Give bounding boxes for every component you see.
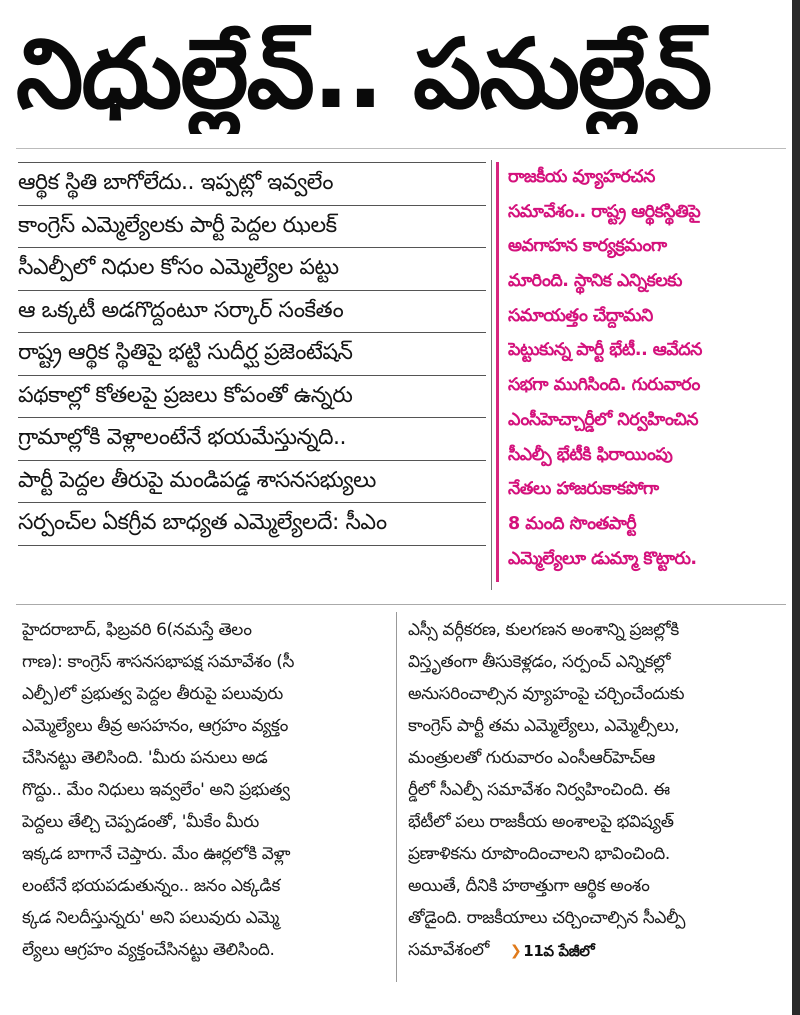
article-line: గొద్దు.. మేం నిధులు ఇవ్వలేం' అని ప్రభుత్వ [22, 780, 290, 800]
sidebox-line: సభగా ముగిసింది. గురువారం [508, 375, 700, 396]
sidebox-line: నేతలు హాజరుకాకపోగా [508, 479, 659, 500]
chevron-right-icon: ❯ [509, 943, 522, 959]
article-line: తోడైంది. రాజకీయాలు చర్చించాల్సిన సీఎల్పీ [408, 908, 686, 928]
continued-link[interactable] [510, 935, 594, 966]
article-line: హైదరాబాద్, ఫిబ్రవరి 6(నమస్తే తెలం [22, 620, 252, 640]
article-line: భేటీలో పలు రాజకీయ అంశాలపై భవిష్యత్ [408, 812, 674, 832]
article-line: ఇక్కడ బాగానే చెప్తారు. మేం ఊర్లలోకి వెళ్లా [22, 844, 291, 864]
article-line: ఎస్సీ వర్గీకరణ, కులగణన అంశాన్ని ప్రజల్లోకి [408, 620, 679, 640]
sidebox-accent-bar [496, 162, 499, 582]
article-line: ర్డీలో సీఎల్పీ సమావేశం నిర్వహించింది. ఈ [408, 780, 670, 800]
article-line: లంటేనే భయపడుతున్నం.. జనం ఎక్కడిక [22, 876, 280, 896]
key-point: రాష్ట్ర ఆర్థిక స్థితిపై భట్టి సుదీర్ఘ ప్రజెంటేషన్ [18, 333, 486, 376]
sidebox [508, 160, 788, 576]
article-line: ల్యేలు ఆగ్రహం వ్యక్తంచేసినట్టు తెలిసింది. [22, 940, 275, 960]
column-divider [491, 160, 492, 590]
sidebox-line: అవగాహన కార్యక్రమంగా [508, 236, 667, 257]
sidebox-line: సమాయత్తం చేద్దామని [508, 305, 653, 326]
article-column-right [408, 614, 778, 966]
key-point: కాంగ్రెస్ ఎమ్మెల్యేలకు పార్టీ పెద్దల ఝలక్ [18, 206, 486, 249]
key-point: ఆ ఒక్కటీ అడగొద్దంటూ సర్కార్ సంకేతం [18, 291, 486, 334]
key-points-list [18, 162, 486, 546]
key-point: గ్రామాల్లోకి వెళ్లాలంటేనే భయమేస్తున్నది.. [18, 418, 486, 461]
article-line: పెద్దలు తేల్చి చెప్పడంతో, 'మీకేం మీరు [22, 812, 259, 832]
headline-rule [16, 148, 786, 149]
article-last-line [408, 934, 778, 966]
sidebox-line: మారింది. స్థానిక ఎన్నికలకు [508, 271, 682, 292]
sidebox-line: రాజకీయ వ్యూహరచన [508, 167, 655, 187]
article-line: కాంగ్రెస్ పార్టీ తమ ఎమ్మెల్యేలు, ఎమ్మెల్సీలు, [408, 716, 680, 736]
key-point: సీఎల్పీలో నిధుల కోసం ఎమ్మెల్యేల పట్టు [18, 248, 486, 291]
continued-label: 11వ పేజీలో [523, 942, 595, 960]
key-point: ఆర్థిక స్థితి బాగోలేదు.. ఇప్పట్లో ఇవ్వలేం [18, 162, 486, 206]
key-point: పార్టీ పెద్దల తీరుపై మండిపడ్డ శాసనసభ్యులు [18, 461, 486, 504]
key-point: పథకాల్లో కోతలపై ప్రజలు కోపంతో ఉన్నరు [18, 376, 486, 419]
sidebox-line: ఎమ్మెల్యేలూ డుమ్మా కొట్టారు. [508, 548, 697, 569]
article-line: క్కడ నిలదీస్తున్నరు' అని పలువురు ఎమ్మె [22, 908, 279, 928]
article-line: అనుసరించాల్సిన వ్యూహంపై చర్చించేందుకు [408, 684, 685, 704]
sidebox-line: సమావేశం.. రాష్ట్ర ఆర్థికస్థితిపై [508, 201, 701, 222]
article-line: ఎమ్మెల్యేలు తీవ్ర అసహనం, ఆగ్రహం వ్యక్తం [22, 716, 289, 736]
article-line: చేసినట్టు తెలిసింది. 'మీరు పనులు అడ [22, 748, 268, 768]
article-line-text: సమావేశంలో [408, 940, 489, 960]
sidebox-line: 8 మంది సొంతపార్టీ [508, 513, 637, 534]
key-point: సర్పంచ్‌ల ఏకగ్రీవ బాధ్యత ఎమ్మెల్యేలదే: సీఎం [18, 503, 486, 546]
page-edge [792, 0, 800, 1015]
headline: నిధుల్లేవ్.. పనుల్లేవ్ [16, 18, 711, 130]
sidebox-line: సీఎల్పీ భేటీకి ఫిరాయింపు [508, 444, 673, 465]
sidebox-line: పెట్టుకున్న పార్టీ భేటీ.. ఆవేదన [508, 340, 702, 361]
article-line: ప్రణాళికను రూపొందించాలని భావించింది. [408, 844, 670, 864]
sidebox-line: ఎంసీహెచ్చార్డీలో నిర్వహించిన [508, 409, 699, 430]
article-line: ఎల్పీ)లో ప్రభుత్వ పెద్దల తీరుపై పలువురు [22, 684, 283, 704]
body-rule [16, 604, 786, 605]
article-column-left [22, 614, 392, 966]
article-column-divider [396, 612, 397, 982]
article-line: గాణ): కాంగ్రెస్ శాసనసభాపక్ష సమావేశం (సీ [22, 652, 295, 672]
article-line: అయితే, దీనికి హఠాత్తుగా ఆర్థిక అంశం [408, 876, 650, 896]
article-line: మంత్రులతో గురువారం ఎంసీఆర్‌హెచ్‌ఆ [408, 748, 655, 768]
article-line: విస్తృతంగా తీసుకెళ్లడం, సర్పంచ్ ఎన్నికల్లో [408, 652, 671, 672]
